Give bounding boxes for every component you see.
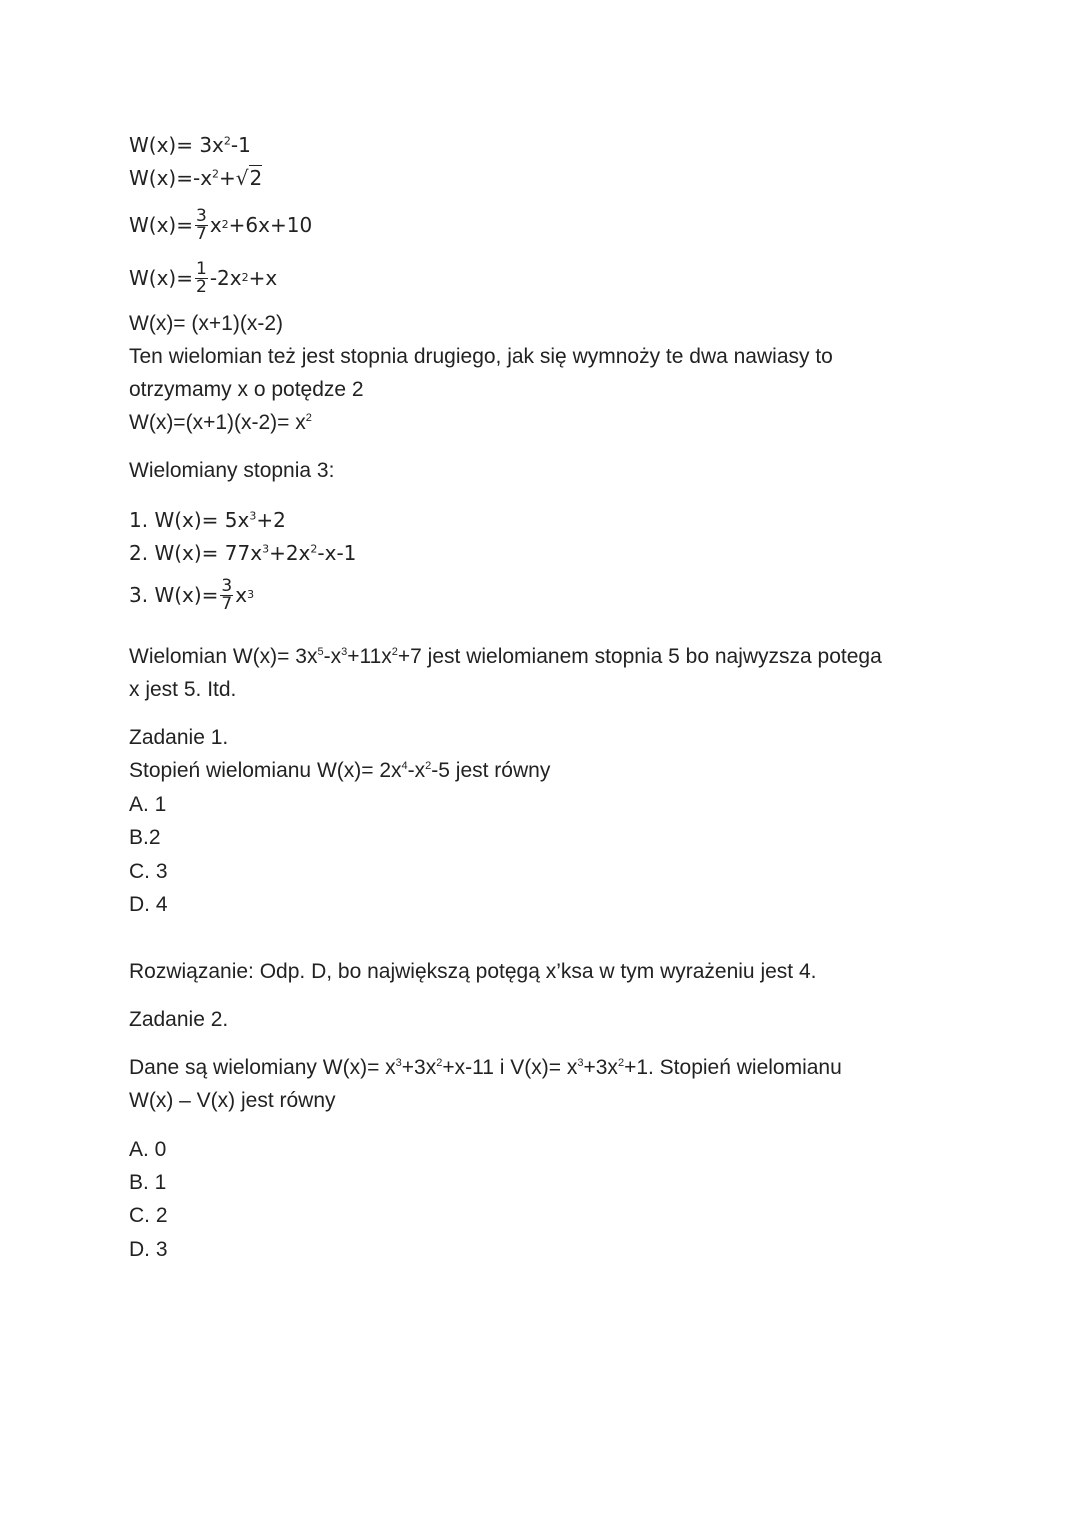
text: +3x [401, 1056, 437, 1079]
task2-option-d: D. 3 [129, 1238, 168, 1261]
degree3-item-3: 3. W(x)= $\frac{3}{7}$ x 3 [129, 575, 255, 614]
explanation-line-1: Ten wielomian też jest stopnia drugiego, jak się wymnoży te dwa nawiasy to [129, 345, 833, 368]
task1-option-c: C. 3 [129, 860, 168, 883]
exponent: 2 [212, 167, 220, 181]
polynomial-line-3: W(x)= $\frac{3}{7}$ x 2 +6x+10 [129, 205, 313, 244]
polynomial-line-1 [129, 131, 251, 159]
exponent: 2 [425, 760, 432, 772]
radicand: 2 [249, 166, 263, 190]
exponent: 5 [317, 646, 324, 658]
fraction [195, 258, 208, 297]
text: W(x)=(x+1)(x-2)= x [129, 411, 306, 434]
text: +7 jest wielomianem stopnia 5 bo najwyzsza potega [397, 645, 882, 668]
text: -x-1 [317, 541, 357, 565]
text: x [235, 583, 248, 607]
denominator: 7 [195, 223, 207, 244]
text: +√ [219, 166, 249, 190]
explanation-line-2: otrzymamy x o potędze 2 [129, 378, 364, 401]
fraction [220, 575, 233, 614]
text: -x [407, 759, 426, 782]
exponent: 3 [395, 1057, 402, 1069]
task2-option-b: B. 1 [129, 1171, 167, 1194]
exponent: 3 [262, 542, 270, 556]
text: x [209, 213, 222, 237]
text: W(x)= [129, 266, 193, 290]
text: Dane są wielomiany W(x)= x [129, 1056, 396, 1079]
task2-question-line-2: W(x) – V(x) jest równy [129, 1089, 336, 1112]
task1-option-d: D. 4 [129, 893, 168, 916]
exponent: 3 [249, 509, 257, 523]
exponent: 2 [391, 646, 398, 658]
text: W(x)= 3x [129, 133, 224, 157]
expanded-product [129, 409, 312, 437]
degree5-paragraph-line-1 [129, 643, 882, 671]
text: +2 [256, 508, 286, 532]
exponent: 2 [436, 1057, 443, 1069]
text: +6x+10 [228, 213, 313, 237]
degree3-heading: Wielomiany stopnia 3: [129, 459, 335, 482]
task2-option-c: C. 2 [129, 1204, 168, 1227]
text: W(x)= [129, 213, 193, 237]
text: -1 [230, 133, 251, 157]
exponent: 2 [617, 1057, 625, 1069]
task1-question [129, 757, 550, 785]
fraction [195, 205, 208, 244]
text: Wielomian W(x)= 3x [129, 645, 318, 668]
text: Stopień wielomianu W(x)= 2x [129, 759, 402, 782]
task2-title: Zadanie 2. [129, 1008, 229, 1031]
exponent: 3 [341, 646, 348, 658]
task2-option-a: A. 0 [129, 1138, 167, 1161]
text: 1. W(x)= 5x [129, 508, 250, 532]
polynomial-line-5: W(x)= (x+1)(x-2) [129, 312, 283, 335]
text: +x-11 i V(x)= x [442, 1056, 578, 1079]
numerator: 3 [221, 575, 233, 596]
denominator: 7 [221, 593, 233, 614]
numerator: 3 [195, 205, 207, 226]
polynomial-line-4: W(x)= $\frac{1}{2}$ -2x 2 +x [129, 258, 278, 297]
text: +11x [347, 645, 392, 668]
exponent: 2 [310, 542, 318, 556]
text: -2x [209, 266, 242, 290]
text: 2. W(x)= 77x [129, 541, 263, 565]
task2-question-line-1 [129, 1054, 842, 1082]
numerator: 1 [195, 258, 207, 279]
text: +1. Stopień wielomianu [624, 1056, 842, 1079]
degree3-item-1 [129, 506, 286, 534]
exponent: 2 [305, 412, 312, 424]
text: +x [248, 266, 278, 290]
exponent: 2 [223, 134, 231, 148]
text: -5 jest równy [431, 759, 551, 782]
exponent: 3 [577, 1057, 584, 1069]
denominator: 2 [195, 276, 207, 297]
polynomial-line-2 [129, 164, 262, 192]
degree5-paragraph-line-2: x jest 5. Itd. [129, 678, 237, 701]
text: -x [323, 645, 342, 668]
degree3-item-2 [129, 539, 356, 567]
text: W(x)=-x [129, 166, 213, 190]
task1-title: Zadanie 1. [129, 726, 229, 749]
text: 3. W(x)= [129, 583, 219, 607]
text: +2x [269, 541, 311, 565]
task1-option-b: B.2 [129, 826, 161, 849]
text: +3x [583, 1056, 618, 1079]
task1-option-a: A. 1 [129, 793, 167, 816]
exponent: 4 [401, 760, 408, 772]
task1-solution: Rozwiązanie: Odp. D, bo największą potęgą x’ksa w tym wyrażeniu jest 4. [129, 960, 817, 983]
